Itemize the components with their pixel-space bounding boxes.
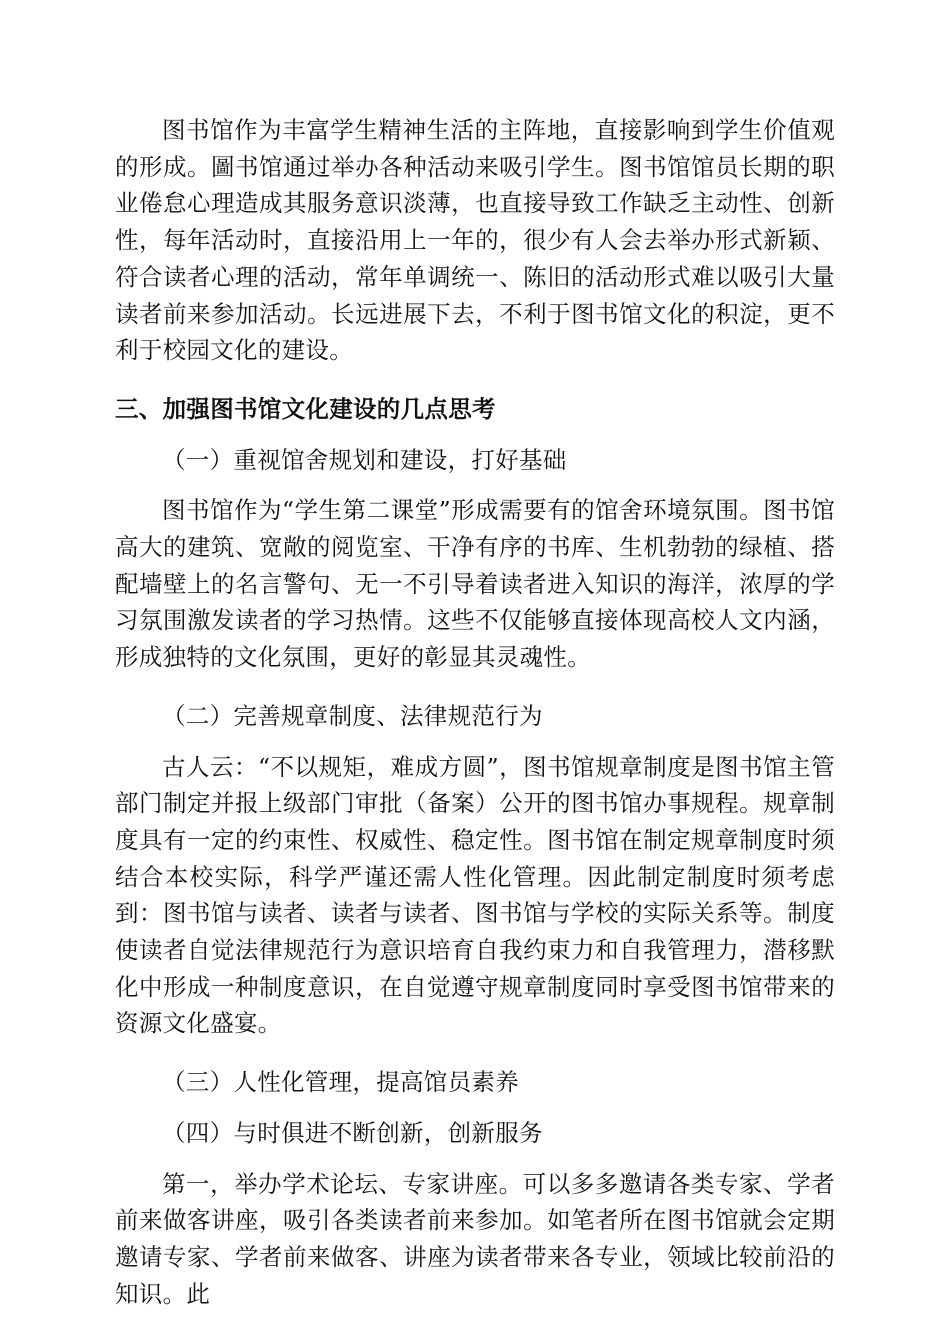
section-heading-3: 三、加强图书馆文化建设的几点思考 [115,394,496,423]
subheading-1: （一）重视馆舍规划和建设，打好基础 [162,445,567,474]
paragraph-lectures: 第一，举办学术论坛、专家讲座。可以多多邀请各类专家、学者前来做客讲座，吸引各类读者前来参加。如笔者所在图书馆就会定期邀请专家、学者前来做客、讲座为读者带来各专业，领域比较前沿的知识。此 [115,1169,835,1308]
paragraph-library-activities: 图书馆作为丰富学生精神生活的主阵地，直接影响到学生价值观的形成。圖书馆通过举办各种活动来吸引学生。图书馆馆员长期的职业倦怠心理造成其服务意识淡薄，也直接导致工作缺乏主动性、创新性，每年活动时，直接沿用上一年的，很少有人会去举办形式新颖、符合读者心理的活动，常年单调统一、陈旧的活动形式难以吸引大量读者前来参加活动。长远进展下去，不利于图书馆文化的积淀，更不利于校园文化的建设。 [115,116,835,365]
subheading-4: （四）与时俱进不断创新，创新服务 [162,1118,543,1147]
subheading-2: （二）完善规章制度、法律规范行为 [162,701,543,730]
subheading-3: （三）人性化管理，提高馆员素养 [162,1068,519,1097]
document-page [115,112,835,1312]
paragraph-building: 图书馆作为“学生第二课堂”形成需要有的馆舍环境氛围。图书馆高大的建筑、宽敞的阅览室、干净有序的书库、生机勃勃的绿植、搭配墙壁上的名言警句、无一不引导着读者进入知识的海洋，浓厚的学习氛围激发读者的学习热情。这些不仅能够直接体现高校人文内涵，形成独特的文化氛围，更好的彰显其灵魂性。 [115,496,835,672]
paragraph-rules: 古人云：“不以规矩，难成方圆”，图书馆规章制度是图书馆主管部门制定并报上级部门审批（备案）公开的图书馆办事规程。规章制度具有一定的约束性、权威性、稳定性。图书馆在制定规章制度时须结合本校实际，科学严谨还需人性化管理。因此制定制度时须考虑到：图书馆与读者、读者与读者、图书馆与学校的实际关系等。制度使读者自觉法律规范行为意识培育自我约束力和自我管理力，潜移默化中形成一种制度意识，在自觉遵守规章制度同时享受图书馆带来的资源文化盛宴。 [115,752,835,1038]
